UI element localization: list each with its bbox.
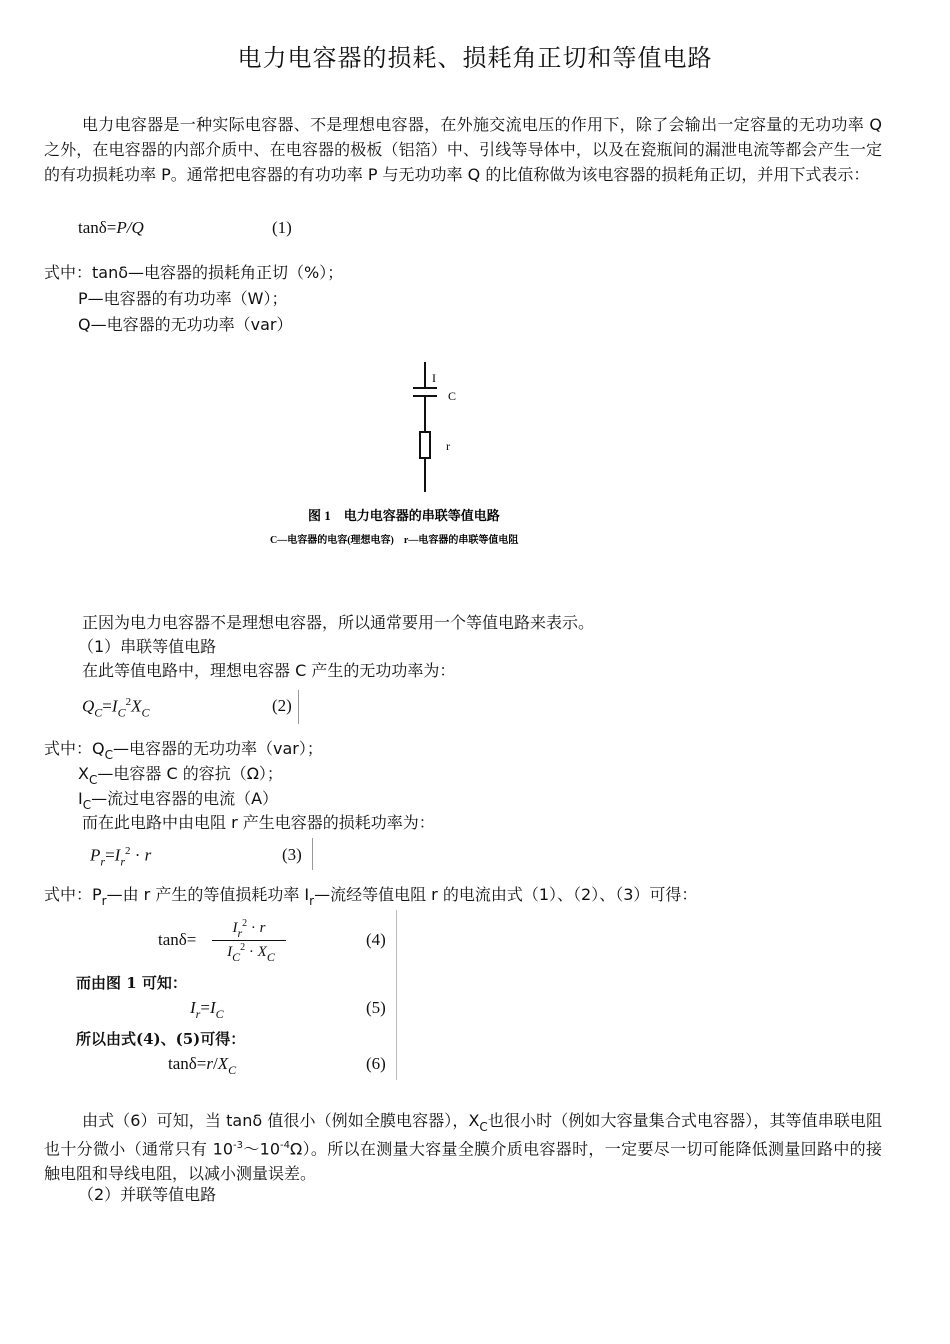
eq5-number: (5) (366, 998, 386, 1017)
eq1-number: (1) (272, 218, 292, 237)
page-title: 电力电容器的损耗、损耗角正切和等值电路 (237, 44, 713, 72)
equation-5: $I_r=I_C$ (190, 998, 224, 1021)
section-parallel: （2）并联等值电路 (78, 1185, 217, 1204)
eq1-rhs: P/Q (116, 218, 144, 237)
paragraph-5: 由式（6）可知，当 tanδ 值很小（例如全膜电容器），$X_C$也很小时（例如大容量集合式电容器），其等值串联电阻也十分微小（通常只有 $10^{-3}\sim 10^{-4}\Omega$）。所以在测量大容量全膜介质电容器时，一定要尽一切可能降低测量回路中的接触电阻和导线电阻，以减小测量误差。 (44, 1111, 882, 1184)
eq4-number: (4) (366, 930, 386, 949)
section-series: （1）串联等值电路 (78, 637, 217, 656)
paragraph-2: 正因为电力电容器不是理想电容器，所以通常要用一个等值电路来表示。 (82, 613, 595, 632)
def1-p: P—电容器的有功功率（W）； (78, 289, 288, 308)
equation-6: $\tan\delta=r/X_C$ (168, 1054, 237, 1077)
eq3-number: (3) (282, 845, 302, 864)
intro-paragraph: 电力电容器是一种实际电容器、不是理想电容器，在外施交流电压的作用下，除了会输出一定容量的无功功率 Q 之外，在电容器的内部介质中、在电容器的极板（铝箔）中、引线等导体中，以及在瓷瓶间的漏泄电流等都会产生一定的有功损耗功率 P。通常把电容器的有功功率 P 与无功功率 Q 的比值称做为该电容器的损耗角正切，并用下式表示： (44, 115, 882, 184)
eq2-number: (2) (272, 696, 292, 715)
resistor-symbol (420, 432, 430, 458)
label-i: I (432, 371, 436, 385)
eq-block-edge (396, 910, 397, 1080)
label-r: r (446, 439, 450, 453)
paragraph-4: 而在此电路中由电阻 r 产生电容器的损耗功率为： (82, 813, 435, 832)
equation-2: $Q_C=I_C^2X_C$ (82, 696, 150, 720)
def1-tan: 式中：tanδ—电容器的损耗角正切（%）； (44, 263, 344, 282)
def2-xc: $X_C—$电容器 C 的容抗（Ω）； (78, 764, 283, 787)
eq6-number: (6) (366, 1054, 386, 1073)
label-c: C (448, 389, 457, 403)
therefore-line: 所以由式(4)、(5)可得： (76, 1030, 246, 1048)
equation-1: tanδ=P/Q (78, 218, 144, 237)
paragraph-3: 在此等值电路中，理想电容器 C 产生的无功功率为： (82, 661, 456, 680)
def1-q: Q—电容器的无功功率（var） (78, 315, 293, 334)
figure-subcaption: C—电容器的电容(理想电容) r—电容器的串联等值电阻 (270, 535, 519, 546)
eq3-edge (312, 838, 313, 870)
def2-ic: $I_C—$流过电容器的电流（A） (78, 789, 279, 812)
eq1-lhs: tanδ (78, 218, 107, 237)
equation-3: $P_r=I_r^2 \cdot r$ (90, 845, 152, 869)
eq2-edge (298, 690, 299, 724)
def3-pr: 式中：$P_r—$由 r 产生的等值损耗功率 $I_r—$流经等值电阻 r 的电流由式（1）、（2）、（3）可得： (44, 885, 698, 908)
figure-caption: 图 1 电力电容器的串联等值电路 (308, 508, 500, 523)
known-from-figure: 而由图 1 可知： (76, 974, 187, 992)
series-circuit-figure (260, 350, 600, 560)
def2-qc: 式中：$Q_C—$电容器的无功功率（var）； (44, 739, 323, 762)
document-page: 电力电容器的损耗、损耗角正切和等值电路 电力电容器是一种实际电容器、不是理想电容器，在外施交流电压的作用下，除了会输出一定容量的无功功率 Q 之外，在电容器的内部介质中、在电容器的极板（铝箔）中、引线等导体中，以及在瓷瓶间的漏泄电流等都会产生一定的有功损耗功率 P。通常把电容器的有功功率 P 与无功功率 Q 的比值称做为该电容器的损耗角正切，并用下式表示： tanδ=P/Q (1) 式中：tanδ—电容器的损耗角正切（%）； P—电容器的有功功率（W）； Q—电容器的无功功率（var） I C r 图 1 电力电容器的串联等值电路 C—电容器的电容(理想电容) r—电容器的串联等值电阻 正因为电力电容器不是理想电容器，所以通常要用一个等值电路来表示。 （1）串联等值电路 在此等值电路中，理想电容器 C 产生的无功功率为： $Q_C=I_C^2X_C$ (2) 式中：$Q_C—$电容器的无功功率（var）； $X_C—$电容器 C 的容抗（Ω）； $I_C—$流过电容器的电流（A） 而在此电路中由电阻 r 产生电容器的损耗功率为： $P_r=I_r^2 \cdot r$ (3) 式中：$P_r—$由 r 产生的等值损耗功率 $I_r—$流经等值电阻 r 的电流由式（1）、（2）、（3）可得： tanδ= $I_r^2 \cdot r$ $I_C^2 \cdot X_C$ (4) 而由图 1 可知： $I_r=I_C$ (5) 所以由式(4)、(5)可得： $\tan\delta=r/X_C$ (6) 由式（6）可知，当 tanδ 值很小（例如全膜电容器），$X_C$也很小时（例如大容量集合式电容器），其等值串联电阻也十分微小（通常只有 $10^{-3}\sim 10^{-4}\Omega$）。所以在测量大容量全膜介质电容器时，一定要尽一切可能降低测量回路中的接触电阻和导线电阻，以减小测量误差。 （2）并联等值电路 (0, 0, 950, 1344)
